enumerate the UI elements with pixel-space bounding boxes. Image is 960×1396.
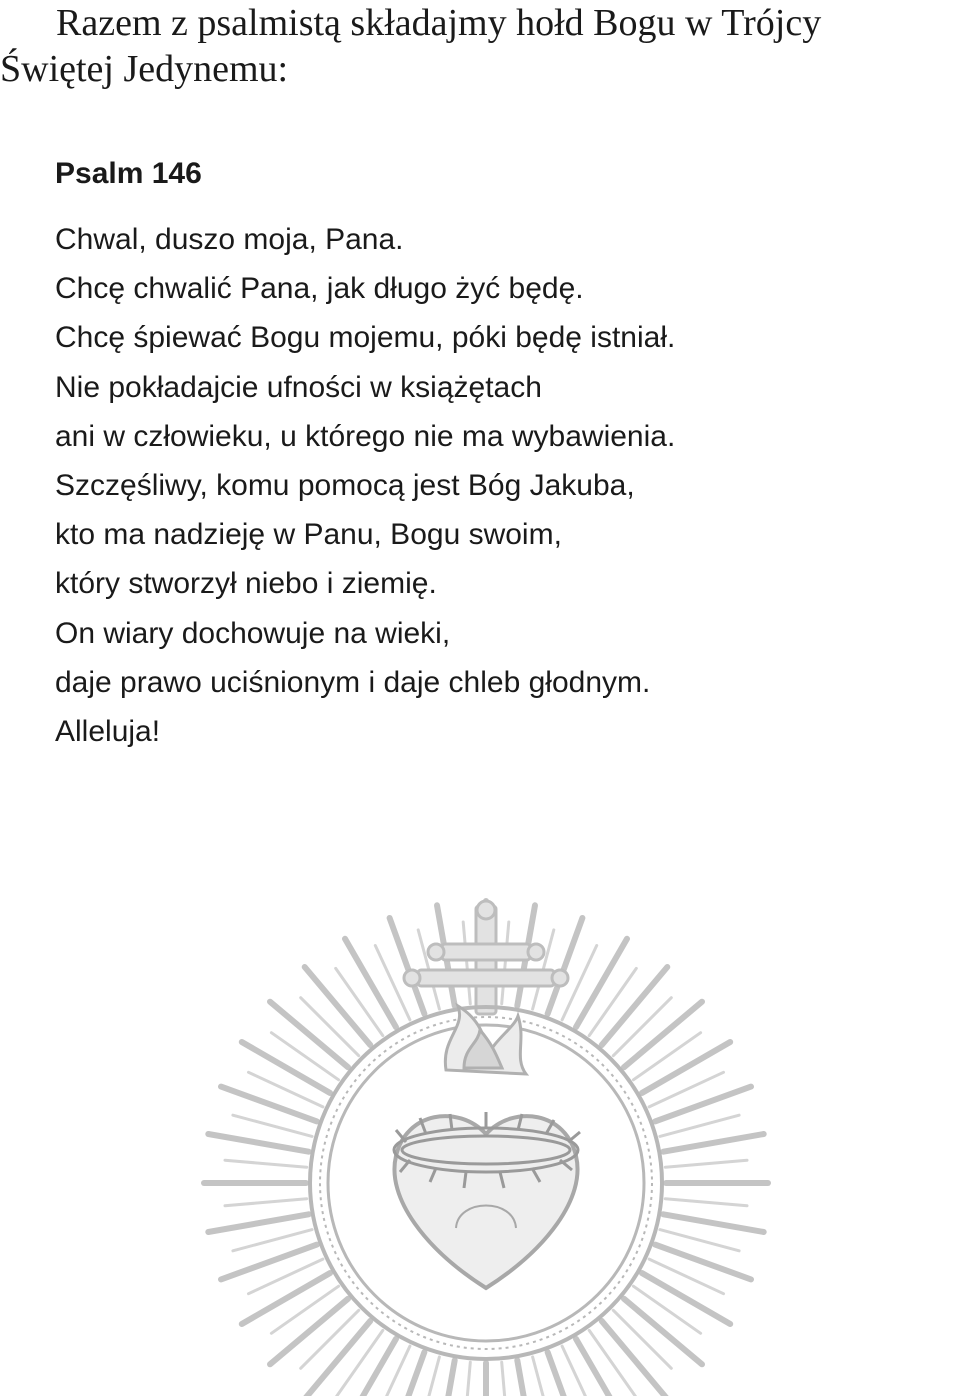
psalm-line: daje prawo uciśnionym i daje chleb głodnym. (55, 665, 651, 699)
sacred-heart-emblem-icon (196, 898, 776, 1396)
ray-line (271, 1286, 338, 1333)
ray-line (345, 939, 396, 1027)
ray-line (642, 1042, 730, 1093)
ray-line (502, 922, 509, 1004)
ray-line (208, 1134, 308, 1152)
ray-line (463, 1362, 470, 1396)
ray-line (576, 939, 627, 1027)
ray-line (225, 1160, 307, 1167)
ray-line (613, 1310, 671, 1368)
ray-line (336, 1330, 383, 1396)
ray-line (502, 1362, 509, 1396)
psalm-line: ani w człowieku, u którego nie ma wybawienia. (55, 419, 676, 453)
psalm-line: Szczęśliwy, komu pomocą jest Bóg Jakuba, (55, 469, 635, 503)
ray-line (589, 968, 636, 1035)
ray-line (663, 1214, 763, 1232)
intro-line-2: Świętej Jedynemu: (0, 48, 289, 90)
ray-line (665, 1199, 747, 1206)
ray-line (242, 1273, 330, 1324)
ray-line (633, 1286, 700, 1333)
intro-heading (0, 0, 960, 92)
ray-line (301, 1310, 359, 1368)
psalm-line: Alleluja! (55, 715, 161, 749)
ray-line (633, 1033, 700, 1080)
intro-line-1: Razem z psalmistą składajmy hołd Bogu w Trójcy (56, 2, 822, 44)
ray-line (390, 1352, 425, 1396)
psalm-text (55, 215, 675, 756)
ray-line (336, 968, 383, 1035)
psalm-line: Chwal, duszo moja, Pana. (55, 223, 404, 256)
ray-line (271, 1033, 338, 1080)
ray-line (589, 1330, 636, 1396)
ray-line (437, 1360, 455, 1396)
psalm-line: Nie pokładajcie ufności w książętach (55, 370, 542, 404)
psalm-title: Psalm 146 (55, 157, 202, 190)
ray-line (613, 998, 671, 1056)
ray-line (548, 1352, 583, 1396)
ray-line (463, 922, 470, 1004)
ray-line (301, 998, 359, 1056)
psalm-line: On wiary dochowuje na wieki, (55, 616, 451, 650)
psalm-line: Chcę chwalić Pana, jak długo żyć będę. (55, 272, 584, 306)
ray-line (665, 1160, 747, 1167)
psalm-line: Chcę śpiewać Bogu mojemu, póki będę istniał. (55, 321, 676, 355)
ray-line (242, 1042, 330, 1093)
flame-icon (445, 1006, 526, 1074)
ray-line (642, 1273, 730, 1324)
ray-line (208, 1214, 308, 1232)
cross-icon (404, 901, 568, 1014)
ray-line (663, 1134, 763, 1152)
psalm-line: kto ma nadzieję w Panu, Bogu swoim, (55, 518, 562, 552)
ray-line (225, 1199, 307, 1206)
ray-line (517, 1360, 535, 1396)
psalm-line: który stworzył niebo i ziemię. (55, 567, 437, 601)
